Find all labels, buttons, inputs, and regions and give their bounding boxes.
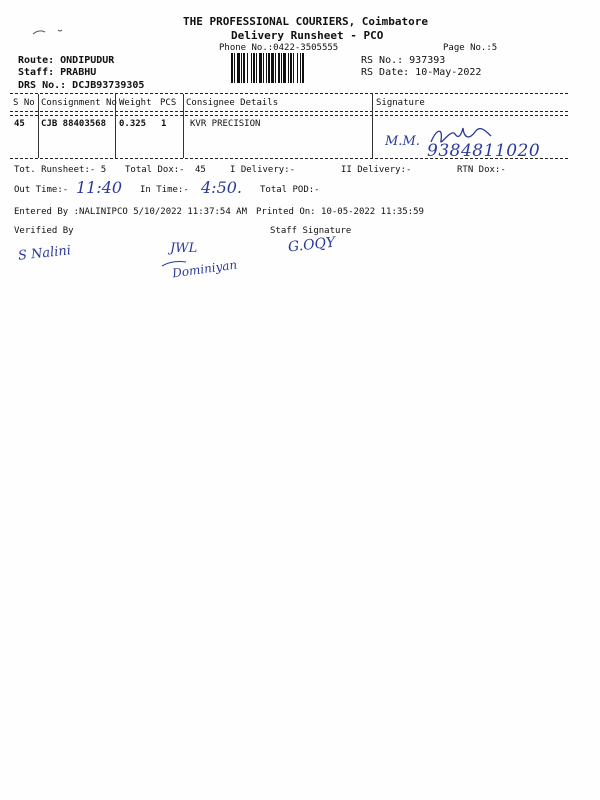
header-weight: Weight xyxy=(119,98,152,108)
out-time-label: Out Time:- xyxy=(14,185,69,195)
col-divider xyxy=(372,94,373,158)
table-header-rule-2 xyxy=(10,115,568,116)
signature-initials: M.M. xyxy=(385,134,420,149)
page-number: Page No.:5 xyxy=(443,43,498,53)
in-time-label: In Time:- xyxy=(140,185,189,195)
header-pcs: PCS xyxy=(160,98,177,108)
in-time-value: 4:50. xyxy=(201,178,243,197)
ii-delivery: II Delivery:- xyxy=(341,165,412,175)
col-divider xyxy=(38,94,39,158)
tot-runsheet: Tot. Runsheet:- 5 xyxy=(14,165,107,175)
phone-number: Phone No.:0422-3505555 xyxy=(219,43,339,53)
verifier-signature: S Nalini xyxy=(17,243,72,264)
cell-consignee: KVR PRECISION xyxy=(190,119,261,129)
total-dox-value: 45 xyxy=(195,165,206,175)
cell-consignment: CJB 88403568 xyxy=(41,119,107,129)
cell-pcs: 1 xyxy=(161,119,167,129)
staff-signature-code: G.OQY xyxy=(287,234,337,256)
header-consignment: Consignment No xyxy=(41,98,117,108)
total-pod: Total POD:- xyxy=(260,185,320,195)
pen-mark xyxy=(30,24,66,40)
signature-phone: 9384811020 xyxy=(427,141,541,161)
staff-signature-label: Staff Signature xyxy=(270,226,352,236)
table-top-rule xyxy=(10,93,568,94)
printed-on: Printed On: 10-05-2022 11:35:59 xyxy=(256,207,424,217)
staff: Staff: PRABHU xyxy=(18,67,97,78)
col-divider xyxy=(183,94,184,158)
verified-by-label: Verified By xyxy=(14,226,74,236)
header-sno: S No xyxy=(13,98,35,108)
cell-sno: 45 xyxy=(14,119,25,129)
document-title: Delivery Runsheet - PCO xyxy=(231,29,384,42)
cell-weight: 0.325 xyxy=(119,119,147,129)
entered-by: Entered By :NALINIPCO 5/10/2022 11:37:54 AM xyxy=(14,207,247,217)
header-consignee: Consignee Details xyxy=(186,98,279,108)
company-name: THE PROFESSIONAL COURIERS, Coimbatore xyxy=(183,15,429,28)
total-dox-label: Total Dox:- xyxy=(125,165,185,175)
rtn-dox: RTN Dox:- xyxy=(457,165,506,175)
out-time-value: 11:40 xyxy=(76,178,123,197)
rs-number: RS No.: 937393 xyxy=(361,55,446,66)
rs-date: RS Date: 10-May-2022 xyxy=(361,67,482,78)
drs-number: DRS No.: DCJB93739305 xyxy=(18,80,145,91)
name-signature: Dominiyan xyxy=(171,257,238,281)
initials-signature: JWL xyxy=(170,241,198,256)
header-signature: Signature xyxy=(376,98,425,108)
i-delivery: I Delivery:- xyxy=(230,165,296,175)
table-header-rule xyxy=(10,111,568,112)
barcode xyxy=(231,53,335,83)
route: Route: ONDIPUDUR xyxy=(18,55,115,66)
